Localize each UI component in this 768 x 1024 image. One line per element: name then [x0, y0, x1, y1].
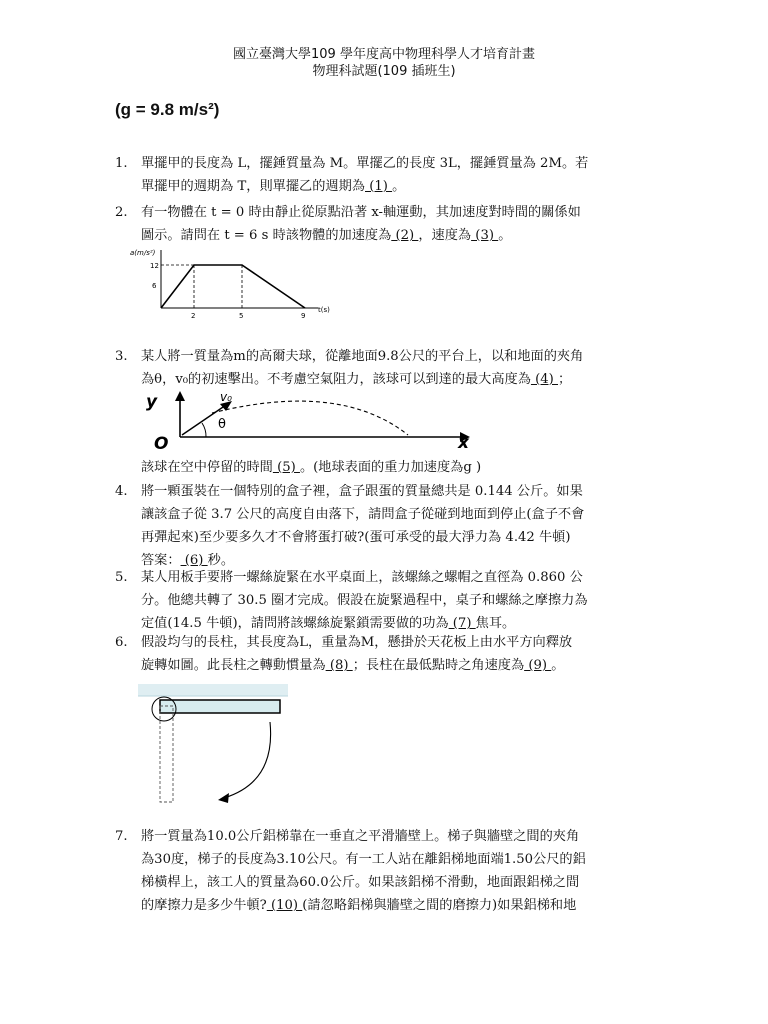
- question-text: 圖示。請問在 t = 6 s 時該物體的加速度為: [141, 228, 392, 243]
- graph-ytick-12: 12: [150, 262, 159, 270]
- velocity-label: v₀: [220, 390, 232, 404]
- question-number: 1.: [115, 156, 128, 171]
- question-text: 將一顆蛋裝在一個特別的盒子裡，盒子跟蛋的質量總共是 0.144 公斤。如果: [141, 484, 583, 499]
- question-text: 為θ，v₀的初速擊出。不考慮空氣阻力，該球可以到達的最大高度為: [141, 372, 531, 387]
- question-text: 假設均勻的長柱，其長度為L，重量為M，懸掛於天花板上由水平方向釋放: [141, 635, 573, 650]
- question-line: [141, 589, 588, 612]
- question-text: 秒。: [207, 553, 235, 568]
- question-line: [141, 654, 564, 677]
- question-line: [141, 152, 588, 175]
- question-text: 答案：: [141, 553, 181, 568]
- answer-blank: (2): [391, 228, 419, 243]
- question-line: [141, 480, 583, 503]
- question-text: 。: [392, 179, 406, 194]
- question-text: 有一物體在 t = 0 時由靜止從原點沿著 x-軸運動，其加速度對時間的關係如: [141, 205, 581, 220]
- answer-blank: (4): [530, 372, 559, 387]
- question-line: [141, 201, 581, 224]
- axis-x-label: x: [458, 433, 469, 453]
- question-text: (請忽略鋁梯與牆壁之間的磨擦力)如果鋁梯和地: [302, 898, 577, 913]
- answer-blank: (8): [325, 658, 353, 673]
- question-text: 梯橫桿上，該工人的質量為60.0公斤。如果該鋁梯不滑動，地面跟鋁梯之間: [141, 875, 580, 890]
- answer-blank: (5): [272, 460, 300, 475]
- question-text: ，速度為: [418, 228, 472, 243]
- question-text: 該球在空中停留的時間: [141, 460, 273, 475]
- question-text: 讓該盒子從 3.7 公尺的高度自由落下，請問盒子從碰到地面到停止(盒子不會: [141, 507, 585, 522]
- question-number: 7.: [115, 829, 128, 844]
- graph-xtick-5: 5: [239, 312, 244, 320]
- answer-blank: (9): [524, 658, 552, 673]
- angle-label: θ: [218, 417, 226, 432]
- rod-horizontal: [160, 700, 280, 713]
- graph-ytick-6: 6: [152, 282, 157, 290]
- question-text: 再彈起來)至少要多久才不會將蛋打破?(蛋可承受的最大淨力為 4.42 牛頓): [141, 530, 571, 545]
- gravity-note: (g = 9.8 m/s²): [115, 100, 220, 119]
- question-line: [141, 224, 511, 247]
- question-text: 分。他總共轉了 30.5 圈才完成。假設在旋緊過程中，桌子和螺絲之摩擦力為: [141, 593, 588, 608]
- trajectory: [212, 401, 408, 435]
- question-line: [141, 848, 586, 871]
- rotation-arrow: [224, 722, 271, 798]
- origin-label: O: [154, 434, 169, 454]
- question-text: 為30度，梯子的長度為3.10公尺。有一工人站在離鋁梯地面端1.50公尺的鋁: [141, 852, 586, 867]
- question-line: [141, 566, 583, 589]
- question-text: 焦耳。: [475, 616, 516, 631]
- rotating-rod-diagram: [138, 684, 288, 802]
- question-text: 單擺甲的週期為 T，則單擺乙的週期為: [141, 179, 365, 194]
- answer-blank: (1): [365, 179, 393, 194]
- question-line: [141, 631, 572, 654]
- question-line: [141, 345, 583, 368]
- answer-blank: (7): [448, 616, 476, 631]
- question-text: ；: [558, 372, 572, 387]
- question-line: [141, 503, 584, 526]
- exam-title: 國立臺灣大學109 學年度高中物理科學人才培育計畫: [233, 47, 535, 62]
- question-line: [141, 526, 571, 549]
- exam-subtitle: 物理科試題(109 插班生): [312, 64, 456, 79]
- question-text: 。(地球表面的重力加速度為g ): [299, 460, 482, 475]
- question-number: 6.: [115, 635, 128, 650]
- answer-blank: (3): [471, 228, 499, 243]
- question-text: 定值(14.5 牛頓)，請問將該螺絲旋緊鎖需要做的功為: [141, 616, 449, 631]
- question-number: 4.: [115, 484, 128, 499]
- graph-xtick-9: 9: [301, 312, 306, 320]
- question-line: [141, 871, 579, 894]
- question-number: 3.: [115, 349, 128, 364]
- acceleration-curve: [161, 265, 305, 308]
- question-text: 的摩擦力是多少牛頓?: [141, 898, 267, 913]
- answer-blank: (6): [180, 553, 208, 568]
- graph-ylabel: a(m/s²): [130, 249, 156, 257]
- question-text: 某人用板手要將一螺絲旋緊在水平桌面上，該螺絲之螺帽之直徑為 0.860 公: [141, 570, 583, 585]
- projectile-diagram: [140, 385, 480, 454]
- acceleration-time-graph: [128, 246, 328, 322]
- question-text: 將一質量為10.0公斤鋁梯靠在一垂直之平滑牆壁上。梯子與牆壁之間的夾角: [141, 829, 580, 844]
- question-text: 。: [551, 658, 565, 673]
- graph-xlabel: t(s): [318, 306, 330, 314]
- question-line: [141, 456, 481, 479]
- axis-y-label: y: [146, 392, 158, 412]
- question-line: [141, 825, 579, 848]
- question-text: 單擺甲的長度為 L，擺錘質量為 M。單擺乙的長度 3L，擺錘質量為 2M。若: [141, 156, 589, 171]
- question-text: 。: [498, 228, 512, 243]
- question-text: 某人將一質量為m的高爾夫球，從離地面9.8公尺的平台上，以和地面的夾角: [141, 349, 584, 364]
- question-line: [141, 894, 576, 917]
- question-line: [141, 175, 405, 198]
- question-text: 旋轉如圖。此長柱之轉動慣量為: [141, 658, 326, 673]
- question-number: 2.: [115, 205, 128, 220]
- answer-blank: (10): [266, 898, 303, 913]
- question-number: 5.: [115, 570, 128, 585]
- question-text: ；長柱在最低點時之角速度為: [352, 658, 525, 673]
- graph-xtick-2: 2: [191, 312, 196, 320]
